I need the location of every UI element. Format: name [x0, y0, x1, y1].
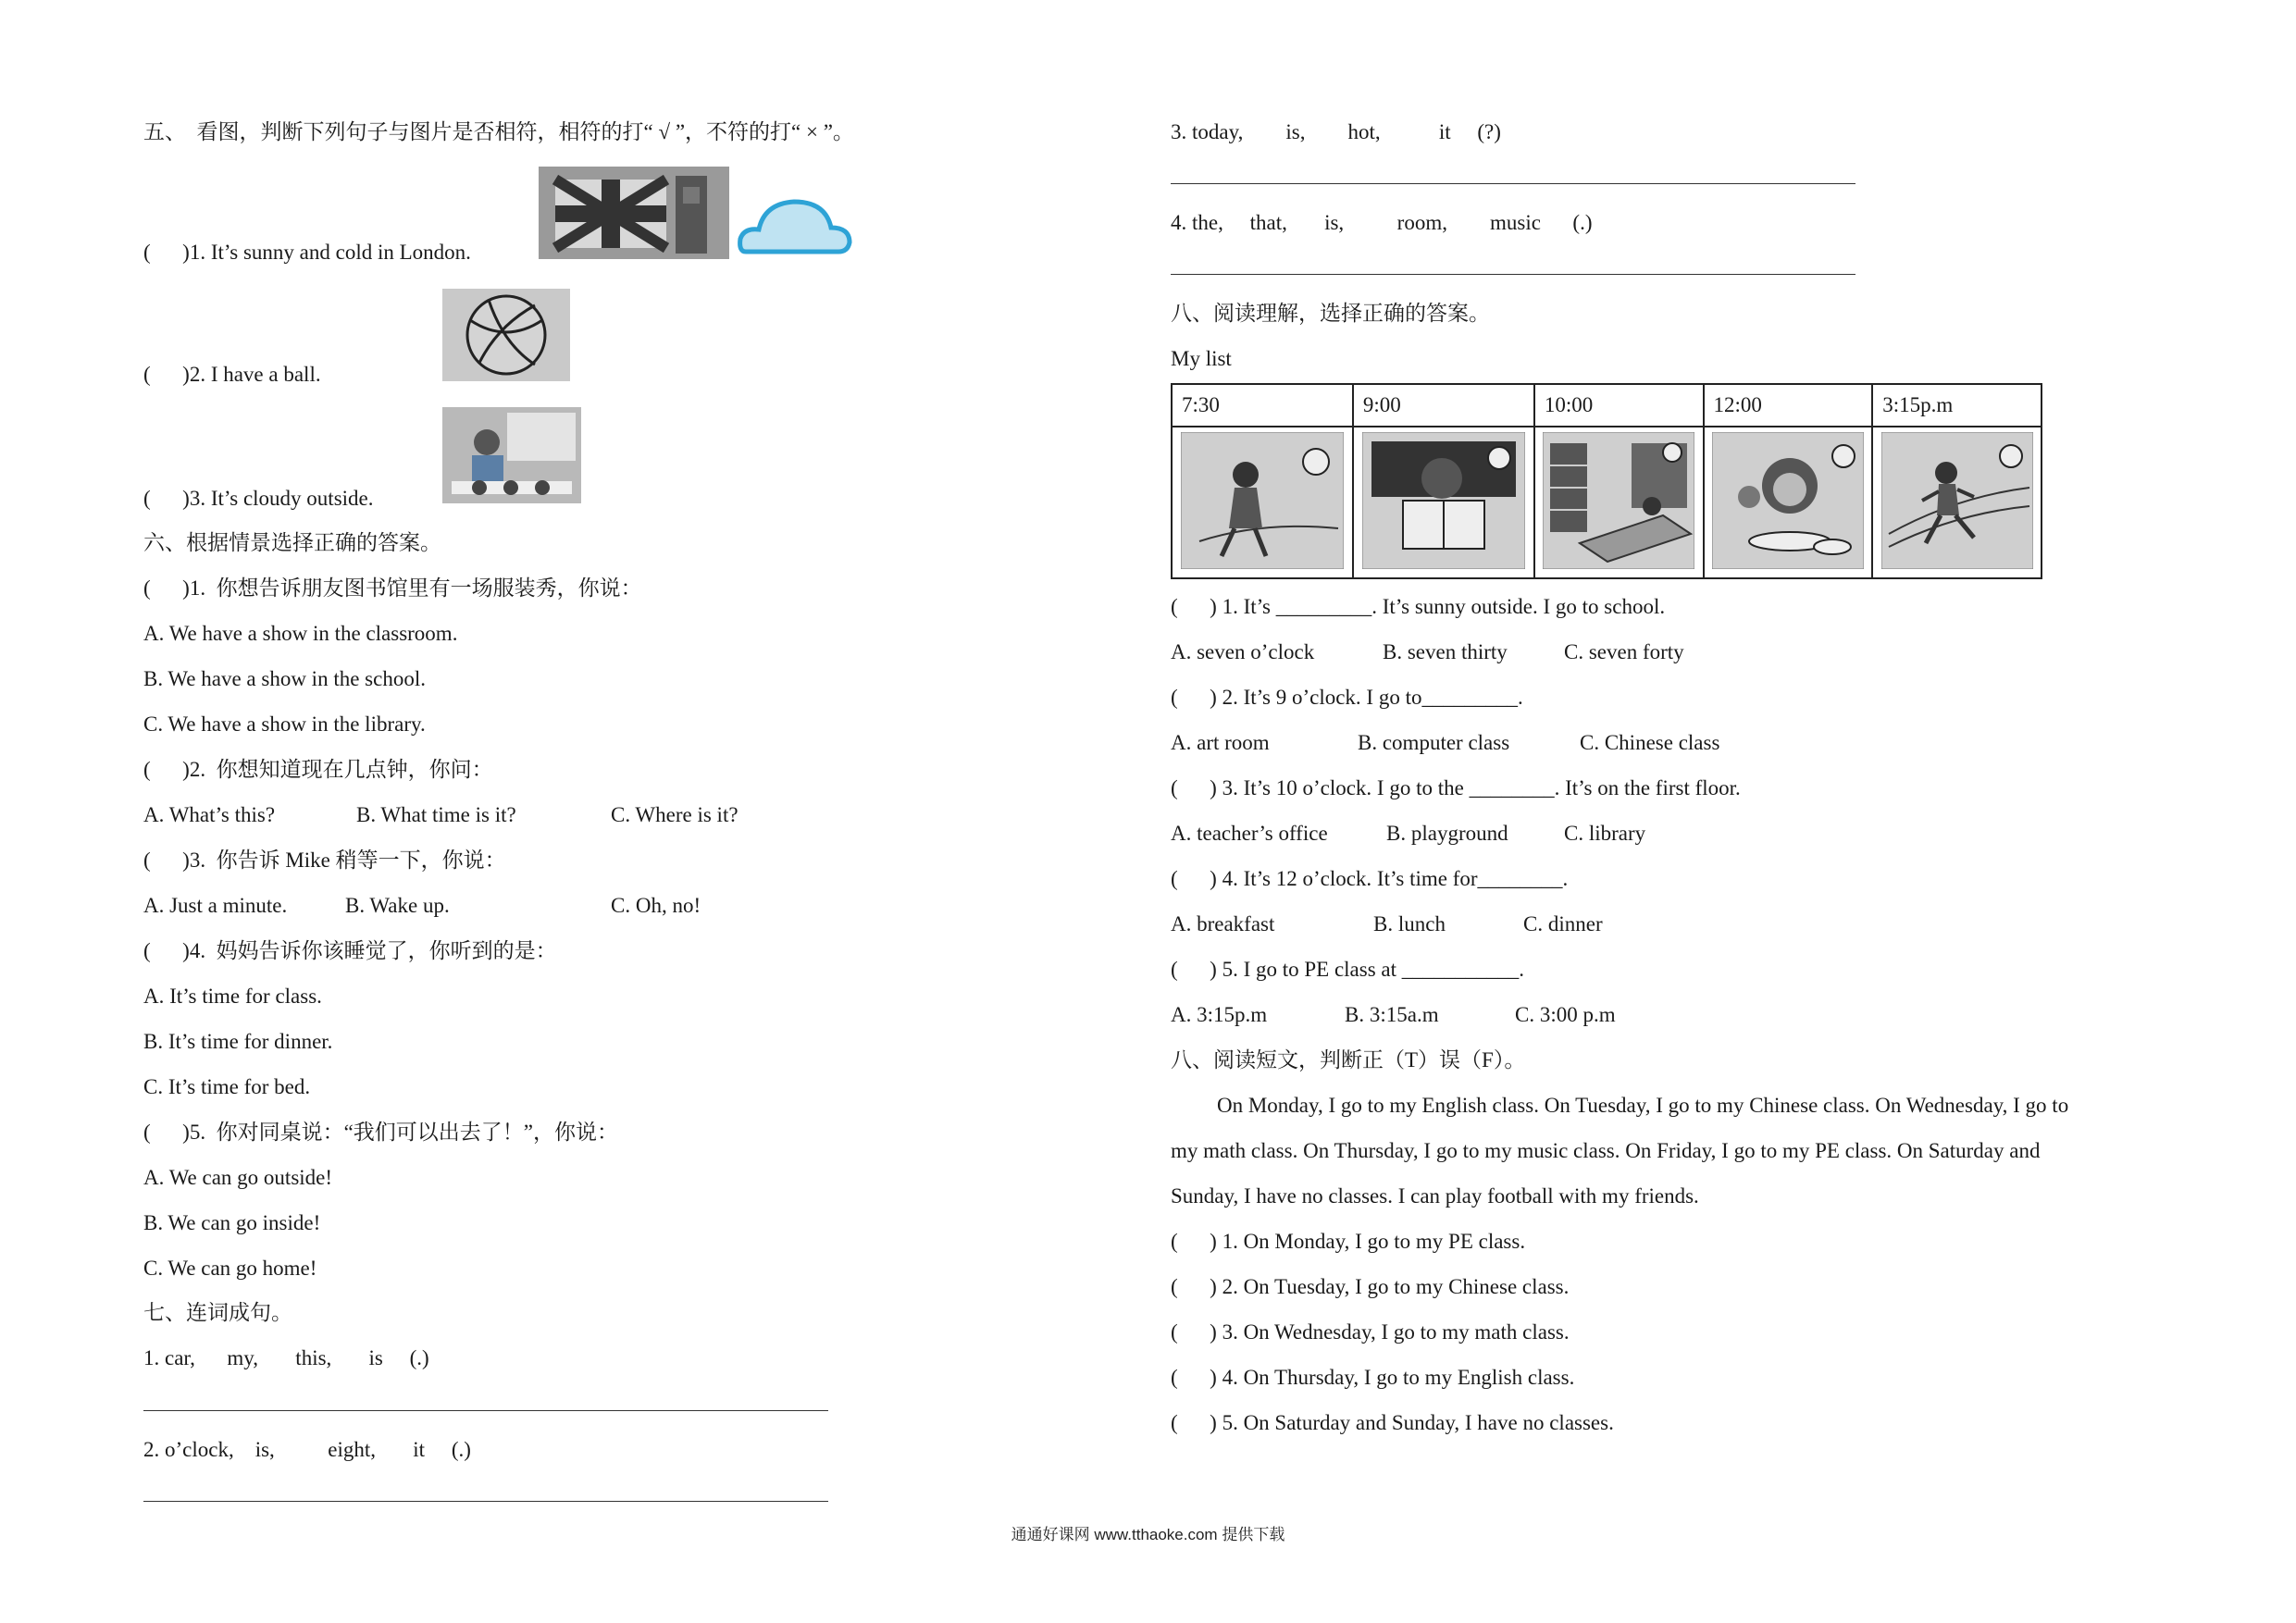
- cloud-image: [737, 194, 853, 257]
- section6-q5-option-b: B. We can go inside!: [143, 1211, 321, 1234]
- section6-q2-option-a: A. What’s this?: [143, 803, 276, 826]
- section6-q3-option-a: A. Just a minute.: [143, 894, 288, 917]
- section6-q4-option-c: C. It’s time for bed.: [143, 1075, 311, 1098]
- section6-q4-option-b: B. It’s time for dinner.: [143, 1030, 333, 1053]
- passage-line-2: my math class. On Thursday, I go to my music class. On Friday, I go to my PE class. On Saturday and: [1171, 1139, 2041, 1162]
- section8a-q5-option-c: C. 3:00 p.m: [1515, 1003, 1616, 1026]
- section5-heading: 五、 看图，判断下列句子与图片是否相符，相符的打“ √ ”，不符的打“ × ”。: [143, 120, 854, 143]
- time-cell: 3:15p.m: [1872, 384, 2042, 427]
- section6-q1-option-c: C. We have a show in the library.: [143, 712, 426, 736]
- section8a-q4-option-c: C. dinner: [1523, 912, 1603, 935]
- section8a-q4: ( ) 4. It’s 12 o’clock. It’s time for________.: [1171, 867, 1569, 890]
- section8b-item-2: ( ) 2. On Tuesday, I go to my Chinese class.: [1171, 1275, 1570, 1298]
- section8a-q2: ( ) 2. It’s 9 o’clock. I go to_________.: [1171, 686, 1523, 709]
- time-cell: 12:00: [1704, 384, 1873, 427]
- section6-q3-option-c: C. Oh, no!: [611, 894, 701, 917]
- section8b-item-1: ( ) 1. On Monday, I go to my PE class.: [1171, 1230, 1526, 1253]
- page-footer: 通通好课网 www.tthaoke.com 提供下载: [1011, 1526, 1285, 1543]
- section6-q5: ( )5. 你对同桌说：“我们可以出去了！”，你说：: [143, 1121, 618, 1144]
- schedule-table: [1171, 383, 2042, 579]
- section6-q5-option-a: A. We can go outside!: [143, 1166, 333, 1189]
- section8a-heading: 八、阅读理解，选择正确的答案。: [1171, 302, 1490, 325]
- section6-q4-option-a: A. It’s time for class.: [143, 985, 322, 1008]
- section8a-q1-option-a: A. seven o’clock: [1171, 640, 1315, 663]
- section6-q3-option-b: B. Wake up.: [345, 894, 450, 917]
- section8a-q5-option-a: A. 3:15p.m: [1171, 1003, 1268, 1026]
- section7-q2: 2. o’clock, is, eight, it (.): [143, 1438, 471, 1461]
- running-picture: [1881, 432, 2033, 569]
- answer-line-3[interactable]: [1171, 183, 1855, 184]
- section6-q4: ( )4. 妈妈告诉你该睡觉了，你听到的是：: [143, 939, 557, 962]
- passage-line-3: Sunday, I have no classes. I can play football with my friends.: [1171, 1184, 1699, 1208]
- section7-q1: 1. car, my, this, is (.): [143, 1346, 429, 1369]
- time-cell: 10:00: [1534, 384, 1704, 427]
- library-picture: [1543, 432, 1694, 569]
- section8a-q3-option-c: C. library: [1564, 822, 1646, 845]
- time-cell: 7:30: [1172, 384, 1353, 427]
- section6-q1-option-b: B. We have a show in the school.: [143, 667, 426, 690]
- section8b-item-4: ( ) 4. On Thursday, I go to my English class.: [1171, 1366, 1575, 1389]
- section8b-heading: 八、阅读短文，判断正（T）误（F）。: [1171, 1048, 1526, 1072]
- section8b-item-3: ( ) 3. On Wednesday, I go to my math class.: [1171, 1320, 1570, 1344]
- section6-q5-option-c: C. We can go home!: [143, 1257, 317, 1280]
- going-to-school-picture: [1181, 432, 1344, 569]
- section6-q1-option-a: A. We have a show in the classroom.: [143, 622, 458, 645]
- section5-item-1: ( )1. It’s sunny and cold in London.: [143, 241, 471, 264]
- section6-q2: ( )2. 你想知道现在几点钟，你问：: [143, 758, 493, 781]
- answer-line-4[interactable]: [1171, 274, 1855, 275]
- section6-q1: ( )1. 你想告诉朋友图书馆里有一场服装秀，你说：: [143, 576, 642, 600]
- section8a-q5-option-b: B. 3:15a.m: [1345, 1003, 1439, 1026]
- section5-item-2: ( )2. I have a ball.: [143, 363, 321, 386]
- section6-q2-option-b: B. What time is it?: [356, 803, 516, 826]
- section7-q4: 4. the, that, is, room, music (.): [1171, 211, 1593, 234]
- section7-q3: 3. today, is, hot, it (?): [1171, 120, 1501, 143]
- section8a-q3-option-a: A. teacher’s office: [1171, 822, 1328, 845]
- section8a-q1-option-c: C. seven forty: [1564, 640, 1684, 663]
- section8a-q2-option-a: A. art room: [1171, 731, 1270, 754]
- section6-q3: ( )3. 你告诉 Mike 稍等一下，你说：: [143, 849, 506, 872]
- section8a-q2-option-c: C. Chinese class: [1580, 731, 1720, 754]
- section7-heading: 七、连词成句。: [143, 1301, 292, 1324]
- section8a-q1: ( ) 1. It’s _________. It’s sunny outside. I go to school.: [1171, 595, 1666, 618]
- time-cell: 9:00: [1353, 384, 1534, 427]
- basketball-image: [442, 289, 570, 381]
- section8a-q4-option-a: A. breakfast: [1171, 912, 1275, 935]
- section8a-q2-option-b: B. computer class: [1358, 731, 1510, 754]
- my-list-title: My list: [1171, 347, 1232, 370]
- reading-book-picture: [1362, 432, 1525, 569]
- section8b-item-5: ( ) 5. On Saturday and Sunday, I have no classes.: [1171, 1411, 1614, 1434]
- section6-q2-option-c: C. Where is it?: [611, 803, 738, 826]
- section8a-q3-option-b: B. playground: [1386, 822, 1508, 845]
- passage-line-1: On Monday, I go to my English class. On Tuesday, I go to my Chinese class. On Wednesday, I go to: [1217, 1094, 2069, 1117]
- section5-item-3: ( )3. It’s cloudy outside.: [143, 487, 374, 510]
- section8a-q5: ( ) 5. I go to PE class at ___________.: [1171, 958, 1525, 981]
- answer-line-1[interactable]: [143, 1410, 828, 1411]
- section8a-q4-option-b: B. lunch: [1373, 912, 1446, 935]
- section6-heading: 六、根据情景选择正确的答案。: [143, 531, 441, 554]
- answer-line-2[interactable]: [143, 1501, 828, 1502]
- having-lunch-picture: [1712, 432, 1864, 569]
- london-flag-image: [539, 167, 729, 259]
- section8a-q3: ( ) 3. It’s 10 o’clock. I go to the ________. It’s on the first floor.: [1171, 776, 1741, 799]
- boy-at-window-image: [442, 407, 581, 503]
- section8a-q1-option-b: B. seven thirty: [1383, 640, 1508, 663]
